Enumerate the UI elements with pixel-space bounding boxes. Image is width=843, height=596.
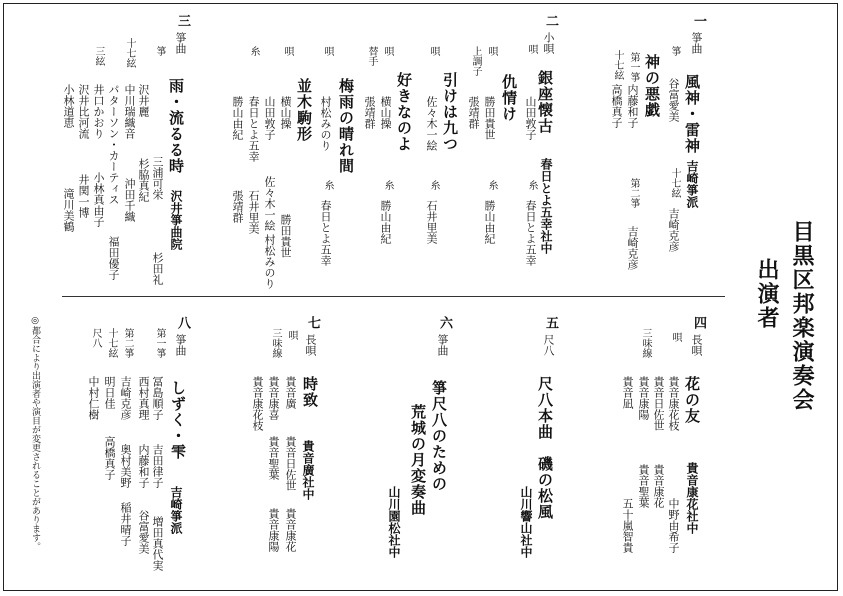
program-7-piece-1-group: 貴音廣社中 xyxy=(301,440,315,500)
program-1-role: 十七絃 xyxy=(612,50,623,80)
program-3-performer: 井口かおり xyxy=(92,84,105,139)
program-2-performer: 佐々木一絵 xyxy=(263,176,276,231)
program-2-performer: 勝山由紀 xyxy=(231,96,244,140)
program-3-role: 十七絃 xyxy=(124,38,135,68)
program-4-piece-1-group: 貴音康花社中 xyxy=(685,462,699,534)
program-8-performer: 高橋真子 xyxy=(103,436,116,480)
program-8-category: 箏曲 xyxy=(174,334,187,356)
program-4-category: 長唄 xyxy=(690,334,703,356)
program-2-role: 糸 xyxy=(428,180,439,190)
program-1-number: 一 xyxy=(691,14,706,27)
program-2-role: 唄 xyxy=(382,46,393,56)
program-2-performer: 横山操 xyxy=(279,96,292,129)
program-1-role: 第一箏 xyxy=(628,52,639,82)
program-2-piece-3-title: 引けは九つ xyxy=(441,72,459,152)
program-8-role: 第一箏 xyxy=(154,328,165,358)
program-4-performer: 貴音康花枝 xyxy=(667,376,680,431)
program-2-piece-6-title: 並木駒形 xyxy=(295,78,313,142)
program-6-category: 箏曲 xyxy=(436,334,449,356)
program-8-performer: 中村仁樹 xyxy=(87,376,100,420)
program-4-performer: 貴音日佐世 xyxy=(652,376,665,431)
program-1-performer: 谷富愛美 xyxy=(667,78,680,122)
program-8-performer: 稲井晴子 xyxy=(119,502,132,546)
program-7-performer: 貴音康陽 xyxy=(267,508,280,552)
page-title: 目黒区邦楽演奏会 xyxy=(789,220,814,412)
program-3-performer: 沖田千織 xyxy=(123,178,136,222)
program-2-role: 糸 xyxy=(526,180,537,190)
program-2-role: 上調子 xyxy=(470,46,481,76)
program-2-performer: 張靖群 xyxy=(363,96,376,129)
program-5-category: 尺八 xyxy=(542,334,555,356)
program-2-performer: 村松みのり xyxy=(263,234,276,289)
program-7-performer: 貴音康花 xyxy=(284,508,297,552)
program-2-performer: 勝田貴世 xyxy=(483,96,496,140)
program-2-performer: 春日とよ五幸 xyxy=(524,200,537,266)
program-8-role: 第二箏 xyxy=(122,328,133,358)
program-8-performer: 吉田律子 xyxy=(151,444,164,488)
program-2-role: 替手 xyxy=(366,46,377,66)
program-1-piece-2-title: 神の悪戯 xyxy=(643,54,661,118)
program-2-performer: 春日とよ五幸 xyxy=(247,96,260,162)
program-2-performer: 勝山由紀 xyxy=(379,200,392,244)
program-3-performer: 杉田礼 xyxy=(151,252,164,285)
program-2-performer: 山田敦子 xyxy=(524,96,537,140)
program-4-performer: 中野由希子 xyxy=(667,498,680,553)
program-2-performer: 張靖群 xyxy=(467,96,480,129)
program-5-number: 五 xyxy=(543,316,558,329)
program-2-performer: 山田敦子 xyxy=(263,96,276,140)
program-2-role: 唄 xyxy=(486,46,497,56)
program-2-piece-4-title: 好きなのよ xyxy=(395,72,413,152)
program-2-role: 唄 xyxy=(282,46,293,56)
program-1-performer: 内藤和子 xyxy=(626,84,639,128)
program-3-piece-1-title: 雨・流るる時 xyxy=(167,78,185,174)
program-7-role: 三味線 xyxy=(270,328,281,358)
program-3-role: 三絃 xyxy=(93,46,104,66)
program-3-performer: 小林道恵 xyxy=(62,84,75,128)
program-7-category: 長唄 xyxy=(304,334,317,356)
program-8-piece-1-title: しずく・雫 xyxy=(169,380,187,460)
program-1-role: 十七絃 xyxy=(669,168,680,198)
program-2-role: 糸 xyxy=(322,180,333,190)
program-1-role: 第二箏 xyxy=(628,178,639,208)
program-2-piece-1-title: 銀座懐古 xyxy=(536,70,554,134)
program-1-role: 箏 xyxy=(669,46,680,56)
program-3-performer: 井関一博 xyxy=(77,174,90,218)
program-2-number: 二 xyxy=(543,14,558,27)
program-8-piece-1-group: 吉崎箏派 xyxy=(169,486,183,534)
program-3-performer: パターソン・カーティス xyxy=(107,84,120,205)
footnote: ◎都合により出演者や演目が変更されることがあります。 xyxy=(30,316,40,551)
program-8-performer: 増田真代実 xyxy=(151,516,164,571)
program-7-performer: 貴音康喜 xyxy=(267,376,280,420)
program-5-piece-1-title: 尺八本曲 磯の松風 xyxy=(536,376,554,520)
program-2-performer: 勝田貴世 xyxy=(279,214,292,258)
program-8-role: 十七絃 xyxy=(106,328,117,358)
program-2-role: 糸 xyxy=(248,46,259,56)
program-2-performer: 石井里美 xyxy=(247,190,260,234)
program-7-number: 七 xyxy=(305,316,320,329)
program-3-performer: 沢井麗 xyxy=(137,84,150,117)
program-8-performer: 谷富愛美 xyxy=(137,510,150,554)
program-7-performer: 貴音聖葉 xyxy=(267,436,280,480)
program-4-performer: 貴音聖葉 xyxy=(637,464,650,508)
program-1-piece-1-title: 風神・雷神 xyxy=(683,74,701,154)
program-2-piece-1-group: 春日とよ五幸社中 xyxy=(539,158,553,254)
program-3-role: 箏 xyxy=(154,46,165,56)
program-8-performer: 冨島順子 xyxy=(151,376,164,420)
program-4-performer: 五十嵐智貴 xyxy=(621,498,634,553)
program-3-performer: 中川瑞織音 xyxy=(123,84,136,139)
program-6-piece-1-title: 箏尺八のための xyxy=(430,380,448,492)
program-6-piece-1-group: 山川園松社中 xyxy=(387,486,401,558)
program-6-number: 六 xyxy=(437,316,452,329)
program-3-performer: 杉脇真紀 xyxy=(137,158,150,202)
program-7-performer: 貴音日佐世 xyxy=(284,436,297,491)
program-4-performer: 貴音康陽 xyxy=(637,376,650,420)
program-1-performer: 高橋真子 xyxy=(610,84,623,128)
page-subtitle: 出演者 xyxy=(754,258,779,330)
program-2-role: 唄 xyxy=(428,46,439,56)
program-4-performer: 貴音凪 xyxy=(621,376,634,409)
program-8-performer: 明日佳 xyxy=(103,376,116,409)
program-8-number: 八 xyxy=(175,316,190,329)
program-2-piece-2-title: 仇情け xyxy=(500,74,518,122)
program-3-piece-1-group: 沢井箏曲院 xyxy=(169,190,183,250)
program-3-performer: 沢井比河流 xyxy=(77,84,90,139)
program-2-role: 糸 xyxy=(382,180,393,190)
program-2-category: 小唄 xyxy=(542,32,555,54)
program-3-category: 箏曲 xyxy=(174,32,187,54)
program-3-number: 三 xyxy=(175,14,190,27)
program-2-role: 唄 xyxy=(322,46,333,56)
program-2-performer: 横山操 xyxy=(379,96,392,129)
program-8-performer: 吉崎克彦 xyxy=(119,376,132,420)
program-1-piece-1-group: 吉崎箏派 xyxy=(685,160,699,208)
program-5-piece-1-group: 山川響山社中 xyxy=(519,486,533,558)
program-3-performer: 三浦可栄 xyxy=(151,156,164,200)
program-2-performer: 村松みのり xyxy=(319,96,332,151)
program-8-performer: 西村真理 xyxy=(137,376,150,420)
program-7-role: 唄 xyxy=(286,330,297,340)
program-4-performer: 貴音康花 xyxy=(652,464,665,508)
program-2-piece-5-title: 梅雨の晴れ間 xyxy=(337,78,355,174)
program-2-performer: 佐々木一絵 xyxy=(425,96,438,151)
program-2-role: 唄 xyxy=(526,44,537,54)
program-8-performer: 内藤和子 xyxy=(137,444,150,488)
program-8-performer: 奥村美野 xyxy=(119,444,132,488)
program-4-role: 唄 xyxy=(670,332,681,342)
program-4-piece-1-title: 花の友 xyxy=(683,376,701,424)
program-2-role: 糸 xyxy=(486,180,497,190)
program-1-performer: 吉崎克彦 xyxy=(667,208,680,252)
program-2-performer: 張靖群 xyxy=(231,190,244,223)
program-1-category: 箏曲 xyxy=(690,32,703,54)
program-4-role: 三味線 xyxy=(640,328,651,358)
program-3-performer: 滝川美鶴 xyxy=(62,188,75,232)
program-8-role: 尺八 xyxy=(90,328,101,348)
program-3-performer: 小林真由子 xyxy=(92,172,105,227)
program-7-performer: 貴音廣 xyxy=(284,376,297,409)
program-2-performer: 勝山由紀 xyxy=(483,200,496,244)
program-7-performer: 貴音康花枝 xyxy=(251,376,264,431)
program-4-number: 四 xyxy=(691,316,706,329)
program-3-performer: 福田優子 xyxy=(107,236,120,280)
program-7-piece-1-title: 時致 xyxy=(301,376,319,408)
program-2-performer: 春日とよ五幸 xyxy=(319,200,332,266)
program-2-performer: 石井里美 xyxy=(425,200,438,244)
divider-line xyxy=(62,296,725,297)
program-1-performer: 吉崎克彦 xyxy=(626,226,639,270)
program-6-piece-1-subtitle: 荒城の月変奏曲 xyxy=(409,404,427,516)
